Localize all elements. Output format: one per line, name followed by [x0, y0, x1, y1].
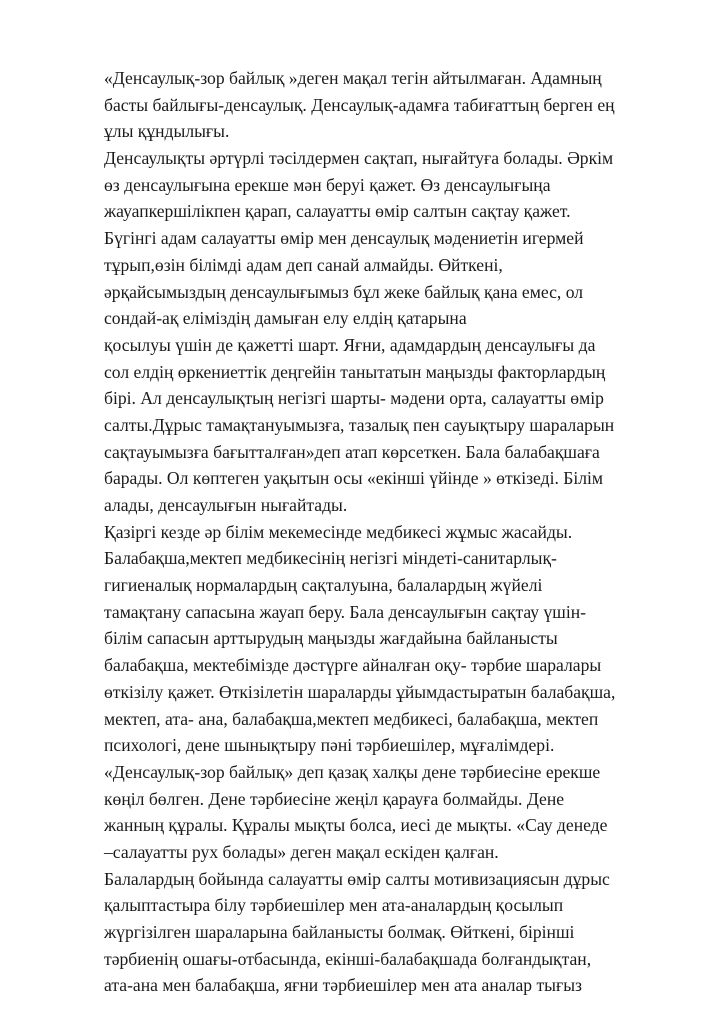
text-line: жүргізілген шараларына байланысты болмақ. Өйткені, бірінші	[104, 922, 575, 942]
text-line: балабақша, мектебімізде дәстүрге айналған оқу- тәрбие шаралары	[104, 655, 602, 676]
text-line: жанның құралы. Құралы мықты болса, иесі де мықты. «Сау денеде	[104, 815, 608, 836]
text-line: ата-ана мен балабақша, яғни тәрбиешілер мен ата аналар тығыз	[104, 975, 582, 996]
text-line: өткізілу қажет. Өткізілетін шараларды ұйымдастыратын балабақша,	[104, 681, 616, 702]
text-line: психологі, дене шынықтыру пәні тәрбиешілер, мұғалімдері.	[104, 735, 555, 756]
text-line: алады, денсаулығын нығайтады.	[104, 495, 348, 515]
text-line: Денсаулықты әртүрлі тәсілдермен сақтап, нығайтуға болады. Әркім	[104, 148, 614, 169]
text-line: гигиеналық нормалардың сақталуына, балалардың жүйелі	[104, 575, 543, 596]
text-line: Балабақша,мектеп медбикесінің негізгі міндеті-санитарлық-	[104, 548, 557, 569]
text-line: басты байлығы-денсаулық. Денсаулық-адамға табиғаттың берген ең	[104, 94, 615, 115]
text-line: тәрбиенің ошағы-отбасында, екінші-балабақшада болғандықтан,	[104, 948, 592, 969]
text-line: бірі. Ал денсаулықтың негізгі шарты- мәдени орта, салауатты өмір	[104, 388, 604, 409]
text-line: тұрып,өзін білімді адам деп санай алмайды. Өйткені,	[104, 254, 503, 275]
text-line: тамақтану сапасына жауап беру. Бала денсаулығын сақтау үшін-	[104, 601, 586, 622]
text-line: «Денсаулық-зор байлық »деген мақал тегін айтылмаған. Адамның	[104, 68, 602, 88]
text-line: –салауатты рух болады» деген мақал ескіден қалған.	[104, 841, 499, 862]
text-line: қалыптастыра білу тәрбиешілер мен ата-аналардың қосылып	[104, 895, 564, 916]
text-line: қосылуы үшін де қажетті шарт. Яғни, адамдардың денсаулығы да	[104, 334, 596, 355]
document-body-text	[104, 65, 684, 999]
text-line: Қазіргі кезде әр білім мекемесінде медбикесі жұмыс жасайды.	[104, 521, 573, 542]
text-line: сондай-ақ еліміздің дамыған елу елдің қатарына	[104, 308, 467, 329]
text-line: ұлы құндылығы.	[104, 121, 230, 142]
text-line: көңіл бөлген. Дене тәрбиесіне жеңіл қарауға болмайды. Дене	[104, 788, 565, 809]
text-line: өз денсаулығына ерекше мән беруі қажет. Өз денсаулығыңа	[104, 174, 551, 195]
text-line: мектеп, ата- ана, балабақша,мектеп медбикесі, балабақша, мектеп	[104, 708, 599, 729]
text-line: Бүгінгі адам салауатты өмір мен денсаулық мәдениетін игермей	[104, 228, 584, 249]
text-line: білім сапасын арттырудың маңызды жағдайына байланысты	[104, 628, 558, 649]
text-line: әрқайсымыздың денсаулығымыз бұл жеке байлық қана емес, ол	[104, 281, 584, 302]
text-line: барады. Ол көптеген уақытын осы «екінші үйінде » өткізеді. Білім	[104, 468, 604, 489]
text-line: «Денсаулық-зор байлық» деп қазақ халқы дене тәрбиесіне ерекше	[104, 761, 601, 782]
text-line: салты.Дұрыс тамақтануымызға, тазалық пен сауықтыру шараларын	[104, 414, 615, 435]
text-line: жауапкершілікпен қарап, салауатты өмір салтын сақтау қажет.	[104, 201, 571, 222]
text-line: сол елдің өркениеттік деңгейін танытатын маңызды факторлардың	[104, 361, 606, 382]
text-line: сақтауымызға бағытталған»деп атап көрсеткен. Бала балабақшаға	[104, 441, 600, 462]
text-line: Балалардың бойында салауатты өмір салты мотивизациясын дұрыс	[104, 868, 610, 889]
